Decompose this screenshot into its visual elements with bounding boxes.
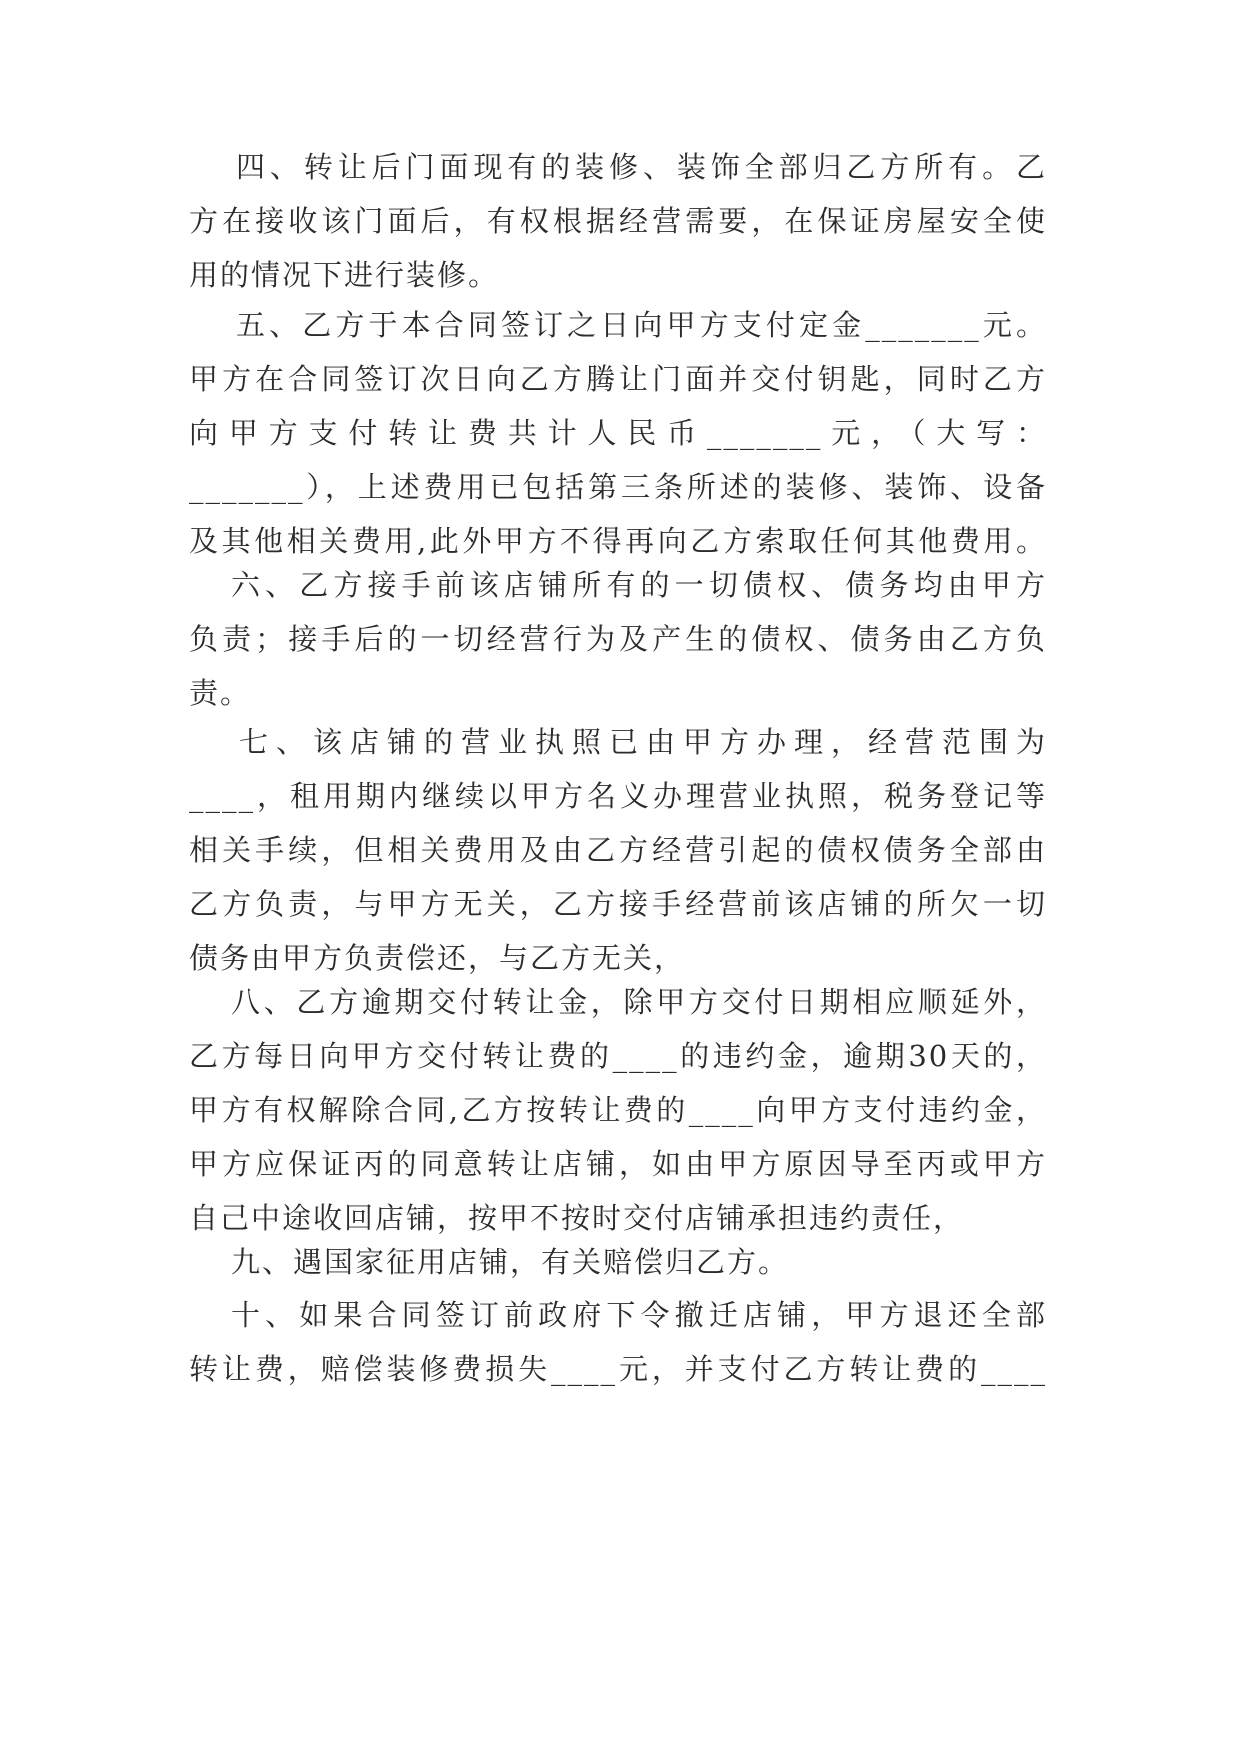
paragraph-line: 责。 (189, 676, 252, 710)
paragraph-line: 甲方有权解除合同,乙方按转让费的____向甲方支付违约金， (189, 1093, 1047, 1127)
paragraph-5 (189, 298, 1047, 568)
paragraph-4 (189, 140, 1047, 302)
paragraph-line: 八、乙方逾期交付转让金，除甲方交付日期相应顺延外， (231, 985, 1047, 1019)
paragraph-line: 负责；接手后的一切经营行为及产生的债权、债务由乙方负 (189, 622, 1047, 656)
paragraph-line: 方在接收该门面后，有权根据经营需要，在保证房屋安全使 (189, 204, 1047, 238)
paragraph-line: 乙方负责，与甲方无关，乙方接手经营前该店铺的所欠一切 (189, 887, 1047, 921)
paragraph-8 (189, 975, 1047, 1245)
paragraph-line: 七、该店铺的营业执照已由甲方办理，经营范围为 (239, 725, 1047, 759)
paragraph-line: 四、转让后门面现有的装修、装饰全部归乙方所有。乙 (236, 150, 1047, 184)
paragraph-line: 五、乙方于本合同签订之日向甲方支付定金_______元。 (236, 308, 1047, 342)
paragraph-line: 十、如果合同签订前政府下令撤迁店铺，甲方退还全部 (231, 1298, 1047, 1332)
paragraph-10 (189, 1288, 1047, 1396)
paragraph-line: 乙方每日向甲方交付转让费的____的违约金，逾期30天的， (189, 1039, 1047, 1073)
paragraph-line: 用的情况下进行装修。 (189, 258, 500, 292)
paragraph-7 (189, 715, 1047, 985)
paragraph-line: _______），上述费用已包括第三条所述的装修、装饰、设备 (189, 470, 1047, 504)
paragraph-9 (189, 1235, 1047, 1289)
paragraph-line: 自己中途收回店铺，按甲不按时交付店铺承担违约责任， (189, 1201, 965, 1235)
paragraph-line: 甲方应保证丙的同意转让店铺，如由甲方原因导至丙或甲方 (189, 1147, 1047, 1181)
paragraph-line: 债务由甲方负责偿还，与乙方无关， (189, 941, 686, 975)
paragraph-line: 及其他相关费用,此外甲方不得再向乙方索取任何其他费用。 (189, 524, 1047, 558)
paragraph-6 (189, 558, 1047, 720)
paragraph-line: ____，租用期内继续以甲方名义办理营业执照，税务登记等 (189, 779, 1047, 813)
paragraph-line: 甲方在合同签订次日向乙方腾让门面并交付钥匙，同时乙方 (189, 362, 1047, 396)
paragraph-line: 九、遇国家征用店铺，有关赔偿归乙方。 (231, 1245, 790, 1279)
paragraph-line: 转让费，赔偿装修费损失____元，并支付乙方转让费的____ (189, 1352, 1047, 1386)
paragraph-line: 相关手续，但相关费用及由乙方经营引起的债权债务全部由 (189, 833, 1047, 867)
paragraph-line: 六、乙方接手前该店铺所有的一切债权、债务均由甲方 (231, 568, 1047, 602)
paragraph-line: 向甲方支付转让费共计人民币_______元，（大写： (189, 416, 1047, 450)
